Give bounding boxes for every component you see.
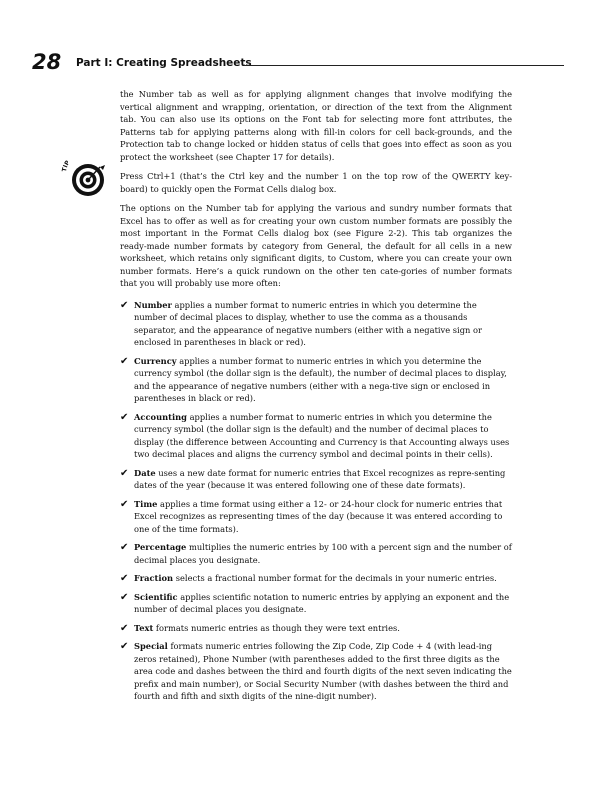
- header-rule: [244, 65, 564, 66]
- list-item-term: Time: [134, 498, 158, 509]
- checkmark-icon: ✔: [120, 355, 129, 367]
- list-item: [120, 355, 512, 405]
- intro-paragraph: the Number tab as well as for applying alignment changes that involve modifying the vertical alignment and wrapping, orientation, or direction of the text from the Alignment tab. You can also use its options on the Font tab for selecting more font attributes, the Patterns tab for applying patterns along with fill-in colors for cell back-grounds, and the Protection tab to change locked or hidden status of cells that goes into effect as soon as you protect the worksheet (see Chapter 17 for details).: [120, 89, 512, 162]
- checkmark-icon: ✔: [120, 641, 129, 652]
- page-number: 28: [32, 50, 62, 74]
- body-text: [120, 88, 512, 709]
- number-format-list: [120, 299, 512, 703]
- list-item: [120, 299, 512, 349]
- running-header: [32, 50, 532, 76]
- list-item-text: formats numeric entries as though they were text entries.: [153, 622, 400, 633]
- checkmark-icon: ✔: [120, 573, 129, 584]
- list-item: [120, 640, 512, 703]
- list-item-term: Text: [134, 622, 154, 633]
- checkmark-icon: ✔: [120, 622, 129, 634]
- part-title: Part I: Creating Spreadsheets: [76, 57, 252, 69]
- list-item-term: Scientific: [134, 591, 178, 602]
- list-item: [120, 411, 512, 461]
- list-item-text: formats numeric entries following the Zip Code, Zip Code + 4 (with lead-ing zeros retained), Phone Number (with parentheses added to the first three digits as the area code and dashes between the third and fourth digits of the next seven indicating the prefix and main number), or Social Security Number (with dashes between the third and fourth and fifth and sixth digits of the nine-digit number).: [134, 641, 512, 701]
- list-item-term: Percentage: [134, 542, 187, 552]
- tip-paragraph: Press Ctrl+1 (that’s the Ctrl key and the number 1 on the top row of the QWERTY key-board) to quickly open the Format Cells dialog box.: [120, 171, 512, 194]
- svg-text:TIP: [61, 159, 72, 172]
- list-item-text: applies a number format to numeric entries in which you determine the currency symbol (the dollar sign is the default) and the number of decimal places to display (the difference between Accounting and Currency is that Accounting always uses two decimal places and aligns the currency symbol and decimal points in their cells).: [134, 411, 510, 459]
- tip-icon: [58, 150, 110, 202]
- list-item-text: selects a fractional number format for the decimals in your numeric entries.: [173, 573, 497, 583]
- checkmark-icon: ✔: [120, 467, 129, 479]
- list-item: [120, 622, 512, 635]
- list-item: [120, 572, 512, 585]
- list-item-text: applies a time format using either a 12- or 24-hour clock for numeric entries that Excel recognizes as representing times of the day (because it was entered according to one of the time formats).: [134, 498, 503, 534]
- list-item: [120, 498, 512, 536]
- tip-icon-label: TIP: [60, 159, 72, 173]
- list-item-term: Currency: [134, 355, 177, 366]
- list-item: [120, 541, 512, 566]
- list-item-term: Accounting: [134, 411, 187, 422]
- checkmark-icon: ✔: [120, 542, 129, 553]
- list-item-term: Number: [134, 299, 172, 310]
- checkmark-icon: ✔: [120, 498, 129, 510]
- checkmark-icon: ✔: [120, 591, 129, 603]
- list-item-term: Special: [134, 641, 168, 651]
- list-item-text: multiplies the numeric entries by 100 with a percent sign and the number of decimal places you designate.: [134, 542, 512, 565]
- list-item-text: applies a number format to numeric entries in which you determine the number of decimal places to display, whether to use the comma as a thousands separator, and the appearance of negative numbers (either with a negative sign or enclosed in parentheses in black or red).: [134, 299, 482, 347]
- list-item: [120, 467, 512, 492]
- list-item-text: uses a new date format for numeric entries that Excel recognizes as repre-senting dates of the year (because it was entered following one of these date formats).: [134, 467, 506, 490]
- list-item-text: applies a number format to numeric entries in which you determine the currency symbol (the dollar sign is the default), the number of decimal places to display, and the appearance of negative numbers (either with a nega-tive sign or enclosed in parentheses in black or red).: [134, 355, 507, 403]
- checkmark-icon: ✔: [120, 411, 129, 423]
- number-tab-paragraph: The options on the Number tab for applying the various and sundry number formats that Excel has to offer as well as for creating your own custom number formats are possibly the most important in the Format Cells dialog box (see Figure 2-2). This tab organizes the ready-made number formats by category from General, the default for all cells in a new worksheet, which retains only significant digits, to Custom, where you can create your own number formats. Here’s a quick rundown on the other ten cate-gories of number formats that you will probably use more often:: [120, 203, 512, 288]
- list-item-term: Fraction: [134, 573, 174, 583]
- checkmark-icon: ✔: [120, 299, 129, 311]
- list-item-text: applies scientific notation to numeric entries by applying an exponent and the number of decimal places you designate.: [134, 591, 510, 614]
- list-item: [120, 591, 512, 616]
- list-item-term: Date: [134, 467, 156, 478]
